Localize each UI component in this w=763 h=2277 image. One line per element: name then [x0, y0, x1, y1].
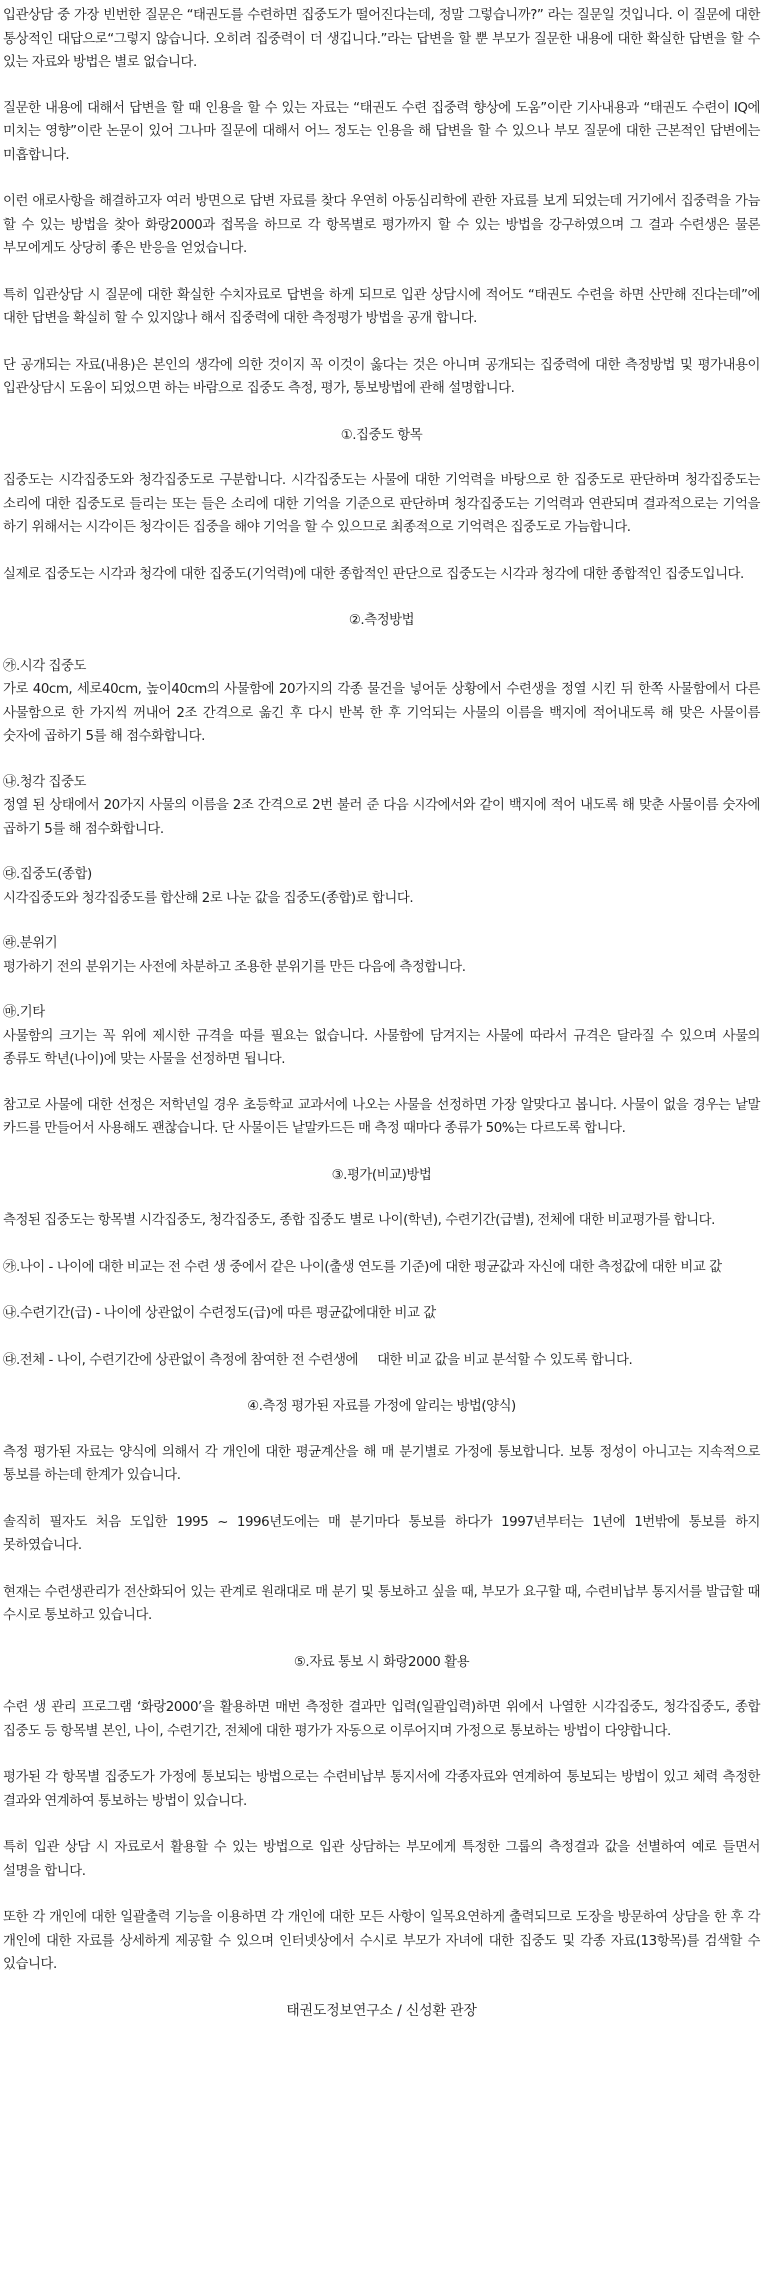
evaluation-item-overall: ㉰.전체 - 나이, 수련기간에 상관없이 측정에 참여한 전 수련생에 대한 비교 값을 비교 분석할 수 있도록 합니다. — [3, 1352, 633, 1368]
measurement-item-label: ㉲.기타 — [3, 1005, 45, 1020]
section1-paragraph-2: 실제로 집중도는 시각과 청각에 대한 집중도(기억력)에 대한 종합적인 판단으로 집중도는 시각과 청각에 대한 종합적인 집중도입니다. — [3, 566, 744, 582]
measurement-item-label: ㉰.집중도(종합) — [3, 867, 92, 882]
section4-paragraph-3: 현재는 수련생관리가 전산화되어 있는 관계로 원래대로 매 분기 및 통보하고 싶을 때, 부모가 요구할 때, 수련비납부 통지서를 발급할 때 수시로 통보하고 있습니다. — [3, 1584, 760, 1623]
measurement-item-other — [3, 1001, 760, 1072]
measurement-item-text: 정열 된 상태에서 20가지 사물의 이름을 2조 간격으로 2번 불러 준 다음 시각에서와 같이 백지에 적어 내도록 해 맞춘 사물이름 숫자에 곱하기 5를 해 점수화합니다. — [3, 798, 760, 837]
measurement-item-label: ㉮.시각 집중도 — [3, 658, 86, 674]
section-heading-concentration-items: ①.집중도 항목 — [340, 427, 423, 443]
evaluation-item-age: ㉮.나이 - 나이에 대한 비교는 전 수련 생 중에서 같은 나이(출생 연도를 기준)에 대한 평균값과 자신에 대한 측정값에 대한 비교 값 — [3, 1259, 722, 1275]
section5-paragraph-1: 수련 생 관리 프로그램 ‘화랑2000’을 활용하면 매번 측정한 결과만 입력(일괄입력)하면 위에서 나열한 시각집중도, 청각집중도, 종합 집중도 등 항목별 본인, 나이, 수련기간, 전체에 대한 평가가 자동으로 이루어지며 가정으로 통보하는 방법이 다양합니다. — [3, 1700, 760, 1739]
intro-paragraph-1: 입관상담 중 가장 빈번한 질문은 “태권도를 수련하면 집중도가 떨어진다는데, 정말 그렇습니까?” 라는 질문일 것입니다. 이 질문에 대한 통상적인 대답으로“그렇지 않습니다. 오히려 집중력이 더 생깁니다.”라는 답변을 할 뿐 부모가 질문한 내용에 대한 확실한 답변을 할 수 있는 자료와 방법은 별로 없습니다. — [3, 8, 760, 70]
section5-paragraph-3: 특히 입관 상담 시 자료로서 활용할 수 있는 방법으로 입관 상담하는 부모에게 특정한 그룹의 측정결과 값을 선별하여 예로 들면서 설명을 합니다. — [3, 1840, 760, 1879]
intro-paragraph-5: 단 공개되는 자료(내용)은 본인의 생각에 의한 것이지 꼭 이것이 옳다는 것은 아니며 공개되는 집중력에 대한 측정방법 및 평가내용이 입관상담시 도움이 되었으면 하는 바람으로 집중도 측정, 평가, 통보방법에 관해 설명합니다. — [3, 357, 760, 396]
measurement-item-label: ㉯.청각 집중도 — [3, 774, 86, 790]
intro-paragraph-2: 질문한 내용에 대해서 답변을 할 때 인용을 할 수 있는 자료는 “태권도 수련 집중력 향상에 도움”이란 기사내용과 “태권도 수련이 IQ에 미치는 영향”이란 논문이 있어 그나마 질문에 대해서 어느 정도는 인용을 해 답변을 할 수 있으나 부모 질문에 대한 근본적인 답변에는 미흡합니다. — [3, 100, 760, 163]
measurement-item-atmosphere — [3, 932, 760, 979]
measurement-item-label: ㉱.분위기 — [3, 936, 58, 951]
section4-paragraph-1: 측정 평가된 자료는 양식에 의해서 각 개인에 대한 평균계산을 해 매 분기별로 가정에 통보합니다. 보통 정성이 아니고는 지속적으로 통보를 하는데 한계가 있습니다. — [3, 1444, 760, 1483]
measurement-item-text: 평가하기 전의 분위기는 사전에 차분하고 조용한 분위기를 만든 다음에 측정합니다. — [3, 959, 466, 975]
section-heading-evaluation-method: ③.평가(비교)방법 — [331, 1167, 432, 1183]
intro-paragraph-4: 특히 입관상담 시 질문에 대한 확실한 수치자료로 답변을 하게 되므로 입관 상담시에 적어도 “태권도 수련을 하면 산만해 진다는데”에 대한 답변을 확실히 할 수 있지않나 해서 집중력에 대한 측정평가 방법을 공개 합니다. — [3, 287, 760, 326]
measurement-item-visual — [3, 655, 760, 749]
measurement-note: 참고로 사물에 대한 선정은 저학년일 경우 초등학교 교과서에 나오는 사물을 선정하면 가장 알맞다고 봅니다. 사물이 없을 경우는 낱말 카드를 만들어서 사용해도 괜찮습니다. 단 사물이든 낱말카드든 매 측정 때마다 종류가 50%는 다르도록 합니다. — [3, 1097, 760, 1136]
measurement-item-text: 시각집중도와 청각집중도를 합산해 2로 나눈 값을 집중도(종합)로 합니다. — [3, 890, 414, 906]
author-credit: 태권도정보연구소 / 신성환 관장 — [286, 2002, 477, 2019]
section1-paragraph-1: 집중도는 시각집중도와 청각집중도로 구분합니다. 시각집중도는 사물에 대한 기억력을 바탕으로 한 집중도로 판단하며 청각집중도는 소리에 대한 집중도로 들리는 또는 들은 소리에 대한 기억을 기준으로 판단하며 청각집중도는 기억력과 연관되며 결과적으로는 기억을 하기 위해서는 시각이든 청각이든 집중을 해야 기억을 할 수 있으므로 최종적으로 기억력은 집중도로 가늠합니다. — [3, 473, 760, 535]
measurement-item-text: 사물함의 크기는 꼭 위에 제시한 규격을 따를 필요는 없습니다. 사물함에 담겨지는 사물에 따라서 규격은 달라질 수 있으며 사물의 종류도 학년(나이)에 맞는 사물을 선정하면 됩니다. — [3, 1028, 760, 1067]
section4-paragraph-2: 솔직히 필자도 처음 도입한 1995 ~ 1996년도에는 매 분기마다 통보를 하다가 1997년부터는 1년에 1번밖에 통보를 하지 못하였습니다. — [3, 1514, 760, 1553]
section3-intro: 측정된 집중도는 항목별 시각집중도, 청각집중도, 종합 집중도 별로 나이(학년), 수련기간(급별), 전체에 대한 비교평가를 합니다. — [3, 1213, 715, 1228]
section5-paragraph-2: 평가된 각 항목별 집중도가 가정에 통보되는 방법으로는 수련비납부 통지서에 각종자료와 연계하여 통보되는 방법이 있고 체력 측정한 결과와 연계하여 통보하는 방법이 있습니다. — [3, 1770, 760, 1809]
section-heading-notify-method: ④.측정 평가된 자료를 가정에 알리는 방법(양식) — [247, 1399, 516, 1414]
intro-paragraph-3: 이런 애로사항을 해결하고자 여러 방면으로 답변 자료를 찾다 우연히 아동심리학에 관한 자료를 보게 되었는데 거기에서 집중력을 가늠 할 수 있는 방법을 찾아 화랑2000과 접목을 하므로 각 항목별로 평가까지 할 수 있는 방법을 강구하였으며 그 결과 수련생은 물론 부모에게도 상당히 좋은 반응을 얻었습니다. — [3, 194, 760, 256]
evaluation-item-training-period: ㉯.수련기간(급) - 나이에 상관없이 수련정도(급)에 따른 평균값에대한 비교 값 — [3, 1306, 436, 1321]
section5-paragraph-4: 또한 각 개인에 대한 일괄출력 기능을 이용하면 각 개인에 대한 모든 사항이 일목요연하게 출력되므로 도장을 방문하여 상담을 한 후 각 개인에 대한 자료를 상세하게 제공할 수 있으며 인터넷상에서 수시로 부모가 자녀에 대한 집중도 및 각종 자료(13항목)를 검색할 수 있습니다. — [3, 1910, 760, 1972]
measurement-item-auditory — [3, 771, 760, 842]
section-heading-hwarang2000: ⑤.자료 통보 시 화랑2000 활용 — [293, 1654, 470, 1670]
measurement-item-overall — [3, 863, 760, 910]
measurement-item-text: 가로 40cm, 세로40cm, 높이40cm의 사물함에 20가지의 각종 물건을 넣어둔 상황에서 수련생을 정열 시킨 뒤 한쪽 사물함에서 다른 사물함으로 한 가지씩 꺼내어 2조 간격으로 옮긴 후 다시 반복 한 후 기억되는 사물의 이름을 백지에 적어내도록 해 맞은 사물이름 숫자에 곱하기 5를 해 점수화합니다. — [3, 682, 760, 744]
section-heading-measurement-method: ②.측정방법 — [348, 613, 415, 628]
